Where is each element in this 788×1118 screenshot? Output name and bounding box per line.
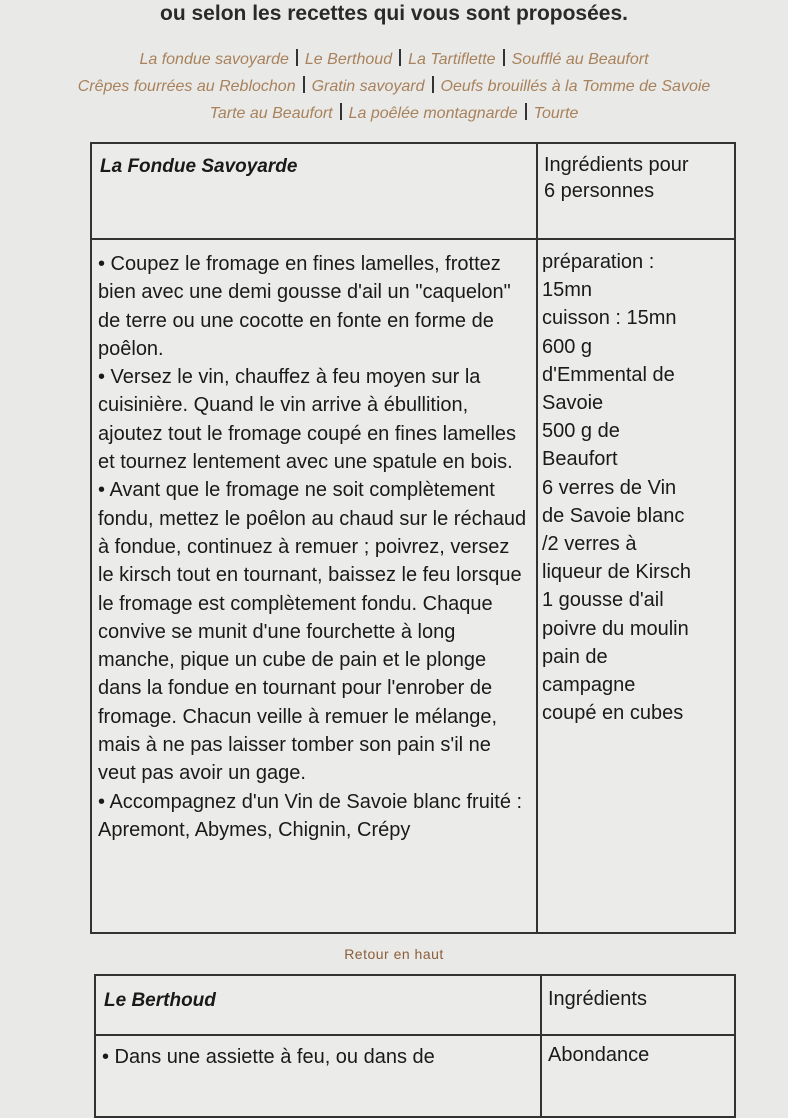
ingredient-line: 15mn: [542, 279, 593, 302]
recipe-title: La Fondue Savoyarde: [91, 143, 537, 239]
ingredients-list: [537, 239, 735, 933]
link-separator: [340, 103, 342, 120]
link-separator: [432, 76, 434, 93]
ingredient-line: pain de: [542, 645, 608, 668]
recipe-table-berthoud: [94, 974, 736, 1118]
recipe-links-nav: [0, 46, 788, 127]
ingredients-header: Ingrédients: [541, 975, 735, 1035]
recipe-links-row: [0, 46, 788, 73]
link-fondue-savoyarde[interactable]: La fondue savoyarde: [139, 51, 289, 68]
link-poelee-montagnarde[interactable]: La poêlée montagnarde: [348, 105, 518, 122]
ingredient-line: coupé en cubes: [542, 702, 684, 725]
ingredient-line: 600 g: [542, 335, 593, 358]
recipe-links-row: [0, 100, 788, 127]
link-separator: [399, 49, 401, 66]
ingredient-line: préparation :: [542, 251, 655, 273]
link-separator: [503, 49, 505, 66]
ingredients-header-line: 6 personnes: [544, 180, 655, 202]
ingredient-line: d'Emmental de: [542, 363, 675, 386]
recipe-step: • Accompagnez d'un Vin de Savoie blanc fruité : Apremont, Abymes, Chignin, Crépy: [98, 790, 523, 841]
link-tourte[interactable]: Tourte: [533, 105, 579, 122]
link-souffle-beaufort[interactable]: Soufflé au Beaufort: [511, 51, 649, 68]
recipe-step: • Avant que le fromage ne soit complètement fondu, mettez le poêlon au chaud sur le réchaud à fondue, continuez à remuer ; poivrez, versez le kirsch tout en tournant, baissez le feu lorsque le fromage est complètement fondu. Chaque convive se munit d'une fourchette à long manche, pique un cube de pain et le plonge dans la fondue en tournant pour l'enrober de fromage. Chacun veille à remuer le mélange, mais à ne pas laisser tomber son pain s'il ne veut pas avoir un gage.: [98, 479, 527, 785]
ingredient-line: Beaufort: [542, 448, 618, 471]
recipe-links-row: [0, 73, 788, 100]
ingredient-line: campagne: [542, 674, 636, 697]
link-tarte-beaufort[interactable]: Tarte au Beaufort: [209, 105, 333, 122]
recipe-step: • Dans une assiette à feu, ou dans de: [95, 1035, 541, 1117]
intro-text: ou selon les recettes qui vous sont proposées.: [160, 2, 628, 25]
ingredient-line: Abondance: [541, 1035, 735, 1117]
link-separator: [303, 76, 305, 93]
ingredients-header: [537, 143, 735, 239]
ingredient-line: poivre du moulin: [542, 617, 689, 640]
ingredient-line: cuisson : 15mn: [542, 307, 677, 330]
link-separator: [296, 49, 298, 66]
ingredient-line: Savoie: [542, 392, 604, 415]
link-oeufs-brouilles[interactable]: Oeufs brouillés à la Tomme de Savoie: [440, 78, 711, 95]
back-to-top-link[interactable]: Retour en haut: [344, 946, 444, 962]
link-tartiflette[interactable]: La Tartiflette: [408, 51, 496, 68]
ingredient-line: 1 gousse d'ail: [542, 589, 664, 612]
recipe-title: Le Berthoud: [95, 975, 541, 1035]
recipe-table-fondue: [90, 142, 736, 934]
ingredients-header-line: Ingrédients pour: [544, 154, 689, 176]
recipe-step: • Coupez le fromage en fines lamelles, frottez bien avec une demi gousse d'ail un "caquelon" de terre ou une cocotte en fonte en forme de poêlon.: [98, 253, 511, 360]
ingredient-line: 500 g de: [542, 420, 620, 443]
link-crepes-reblochon[interactable]: Crêpes fourrées au Reblochon: [77, 78, 296, 95]
link-le-berthoud[interactable]: Le Berthoud: [304, 51, 393, 68]
link-gratin-savoyard[interactable]: Gratin savoyard: [311, 78, 425, 95]
recipe-step: • Versez le vin, chauffez à feu moyen sur la cuisinière. Quand le vin arrive à ébullition, ajoutez tout le fromage coupé en fines lamelles et tournez lentement avec une spatule en bois.: [98, 366, 517, 474]
ingredient-line: de Savoie blanc: [542, 504, 685, 527]
link-separator: [525, 103, 527, 120]
ingredient-line: 6 verres de Vin: [542, 476, 677, 499]
ingredient-line: liqueur de Kirsch: [542, 561, 691, 584]
ingredient-line: /2 verres à: [542, 533, 637, 556]
recipe-steps: [91, 239, 537, 933]
